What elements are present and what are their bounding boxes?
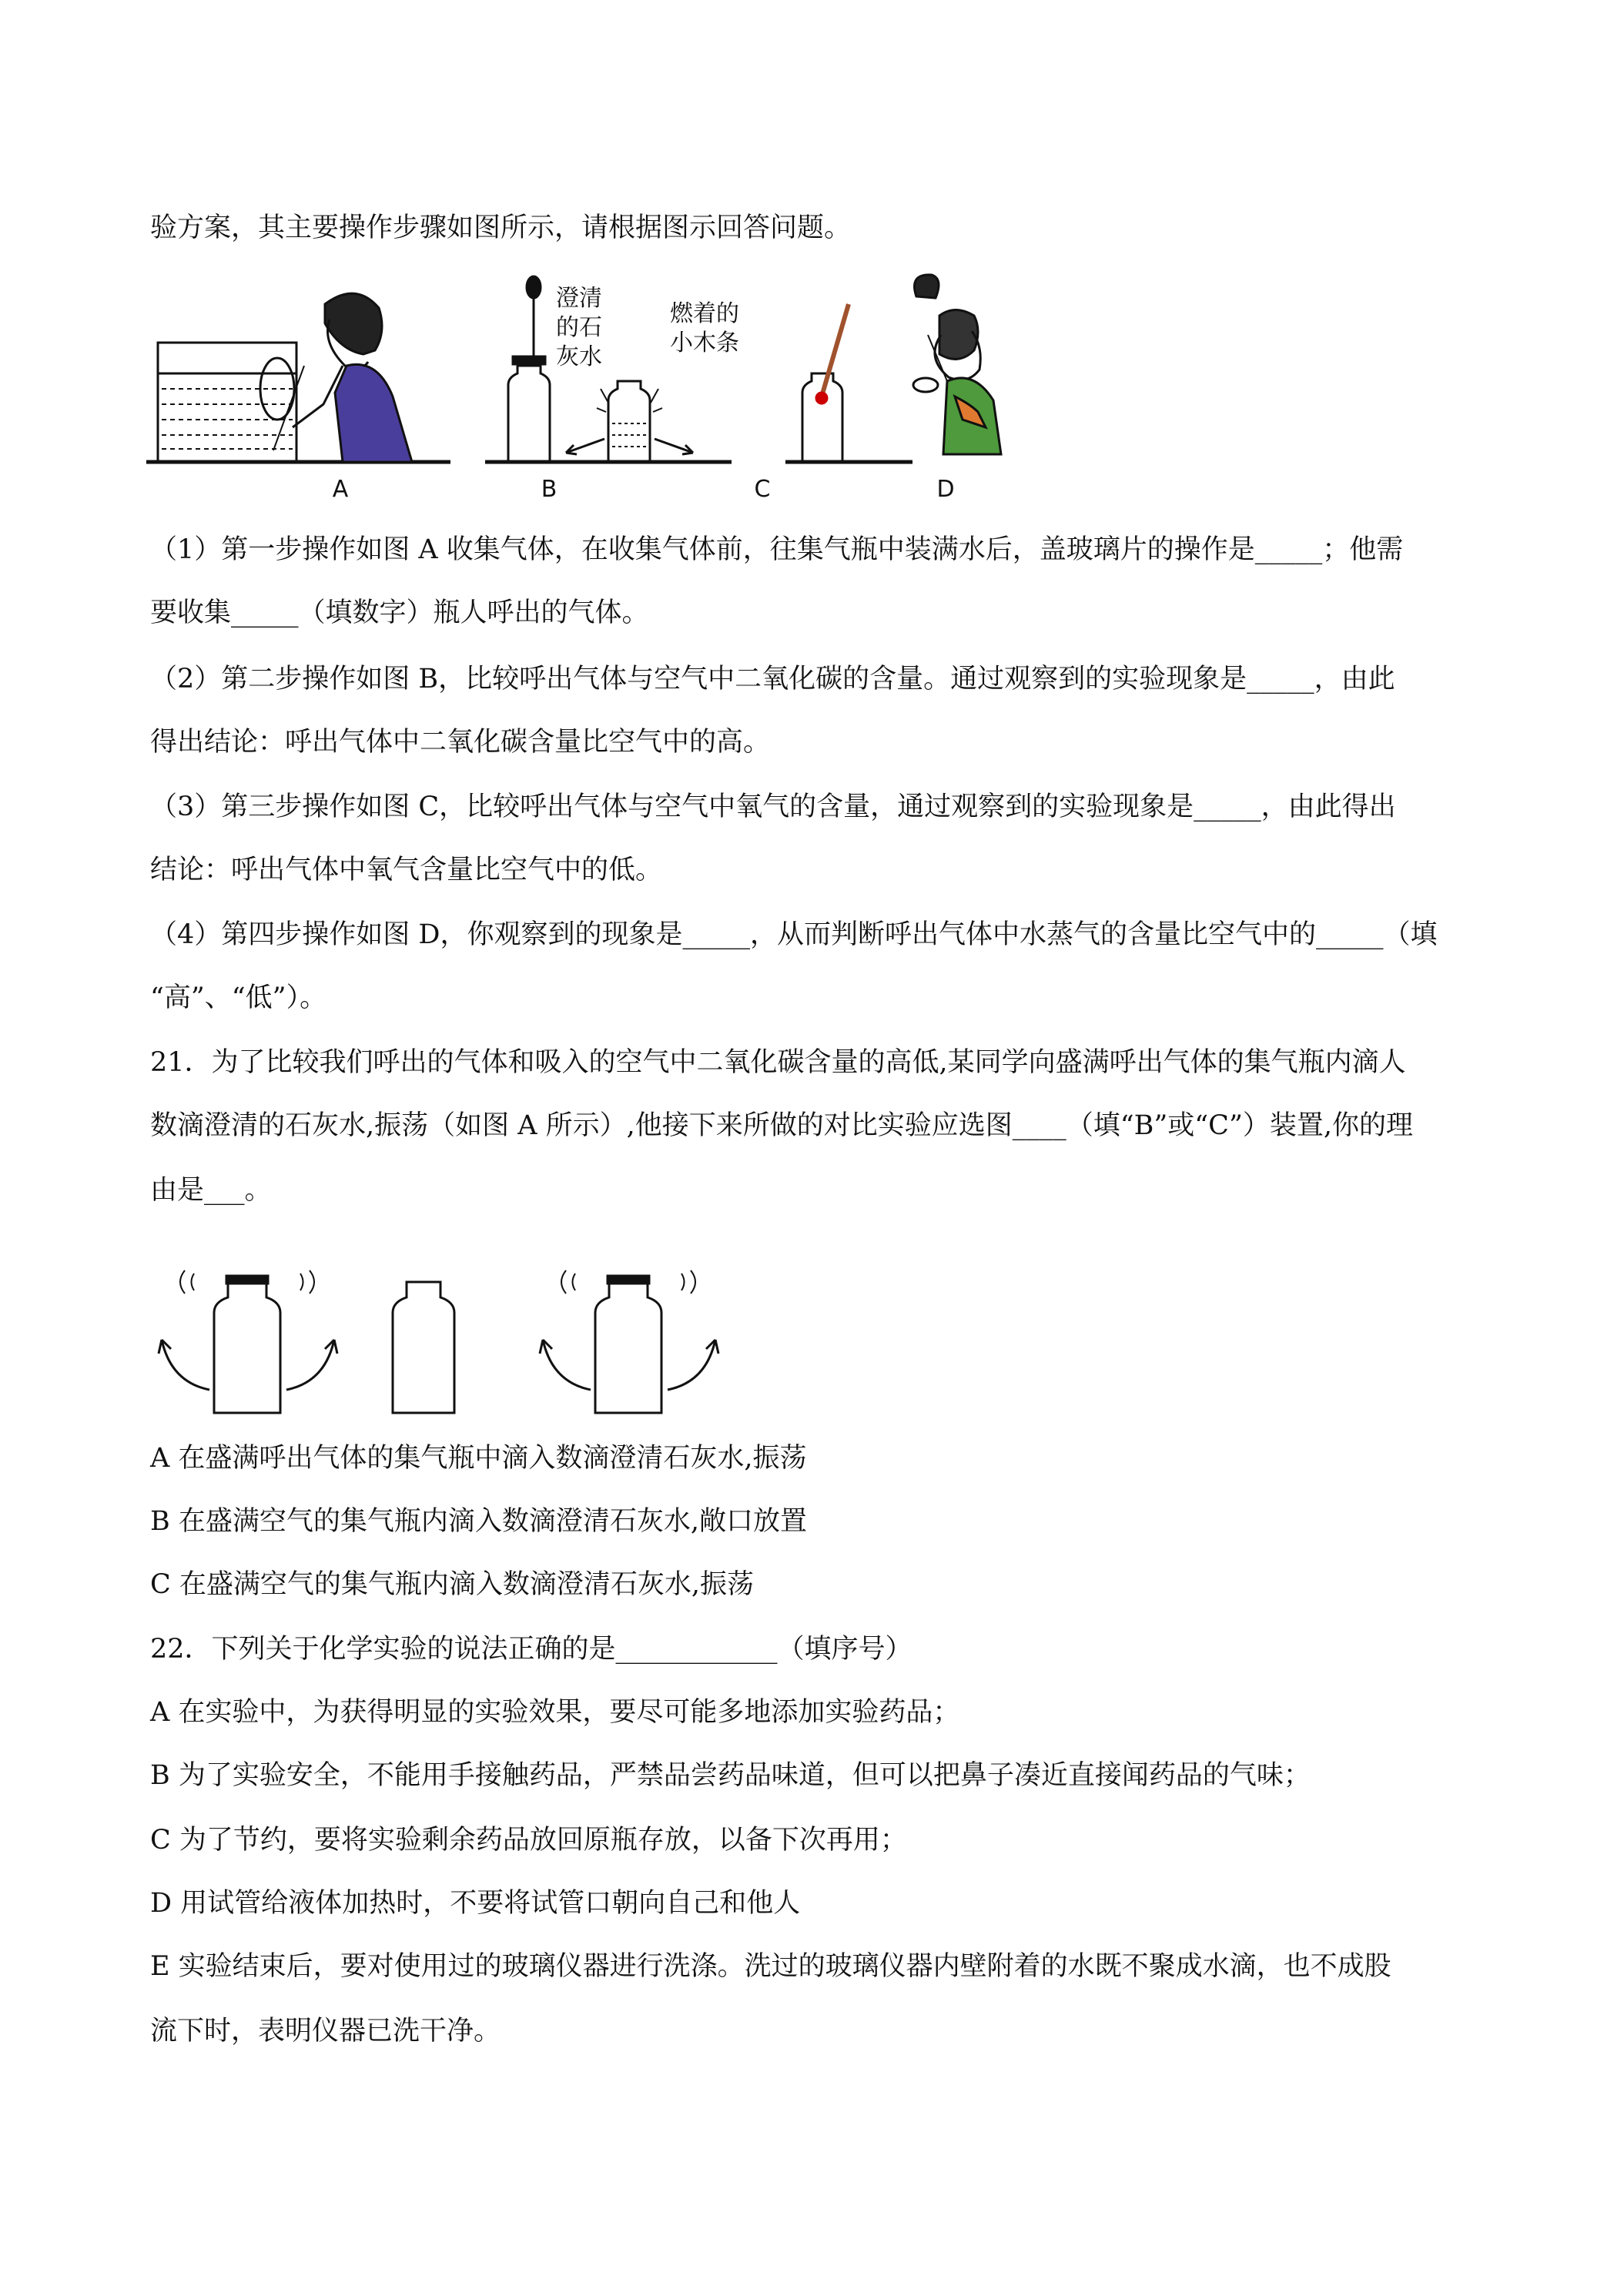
q21-option-a: A 在盛满呼出气体的集气瓶中滴入数滴澄清石灰水,振荡 [150, 1443, 807, 1474]
figure-c-text-2: 小木条 [670, 330, 739, 356]
experiment-steps-illustration [146, 273, 1032, 504]
q21-stem-line1: 21．为了比较我们呼出的气体和吸入的空气中二氧化碳含量的高低,某同学向盛满呼出气体的集气瓶内滴人 [150, 1047, 1406, 1078]
figure-c-text-1: 燃着的 [670, 300, 739, 327]
q20-part4-line1: （4）第四步操作如图 D，你观察到的现象是_____，从而判断呼出气体中水蒸气的含量比空气中的_____（填 [150, 919, 1438, 950]
experiment-steps-figure [146, 273, 1032, 504]
q20-part3-line2: 结论：呼出气体中氧气含量比空气中的低。 [150, 855, 663, 885]
figure-b-text-3: 灰水 [556, 343, 602, 370]
figure-label-d: D [936, 476, 955, 503]
figure-b-text-1: 澄清 [556, 285, 602, 312]
q21-stem-line2: 数滴澄清的石灰水,振荡（如图 A 所示）,他接下来所做的对比实验应选图____（填“B”或“C”）装置,你的理 [150, 1110, 1413, 1141]
q22-option-a: A 在实验中，为获得明显的实验效果，要尽可能多地添加实验药品； [150, 1697, 960, 1728]
bottles-illustration [146, 1255, 762, 1424]
figure-label-a: A [332, 476, 349, 503]
q20-part3-line1: （3）第三步操作如图 C，比较呼出气体与空气中氧气的含量，通过观察到的实验现象是_____，由此得出 [150, 792, 1396, 822]
q22-stem: 22．下列关于化学实验的说法正确的是____________（填序号） [150, 1634, 912, 1665]
figure-label-c: C [754, 476, 771, 503]
q22-option-b: B 为了实验安全，不能用手接触药品，严禁品尝药品味道，但可以把鼻子凑近直接闻药品的气味； [150, 1760, 1311, 1791]
intro-text: 验方案，其主要操作步骤如图所示，请根据图示回答问题。 [150, 213, 852, 243]
q22-option-c: C 为了节约，要将实验剩余药品放回原瓶存放，以备下次再用； [150, 1825, 907, 1856]
bottles-figure [146, 1255, 762, 1424]
q22-option-d: D 用试管给液体加热时，不要将试管口朝向自己和他人 [150, 1888, 801, 1919]
q20-part2-line1: （2）第二步操作如图 B，比较呼出气体与空气中二氧化碳的含量。通过观察到的实验现象是_____，由此 [150, 664, 1395, 694]
q22-option-e-line2: 流下时，表明仪器已洗干净。 [150, 2016, 501, 2047]
q22-option-e-line1: E 实验结束后，要对使用过的玻璃仪器进行洗涤。洗过的玻璃仪器内壁附着的水既不聚成水滴，也不成股 [150, 1951, 1391, 1982]
q21-stem-line3: 由是___。 [150, 1175, 272, 1206]
q21-option-c: C 在盛满空气的集气瓶内滴入数滴澄清石灰水,振荡 [150, 1569, 755, 1600]
q21-option-b: B 在盛满空气的集气瓶内滴入数滴澄清石灰水,敞口放置 [150, 1506, 807, 1537]
figure-label-b: B [541, 476, 558, 503]
q20-part4-line2: “高”、“低”）。 [150, 982, 327, 1013]
figure-b-text-2: 的石 [556, 314, 602, 341]
q20-part1-line1: （1）第一步操作如图 A 收集气体，在收集气体前，往集气瓶中装满水后，盖玻璃片的操作是_____；他需 [150, 534, 1404, 565]
q20-part2-line2: 得出结论：呼出气体中二氧化碳含量比空气中的高。 [150, 727, 771, 758]
q20-part1-line2: 要收集_____（填数字）瓶人呼出的气体。 [150, 597, 649, 628]
